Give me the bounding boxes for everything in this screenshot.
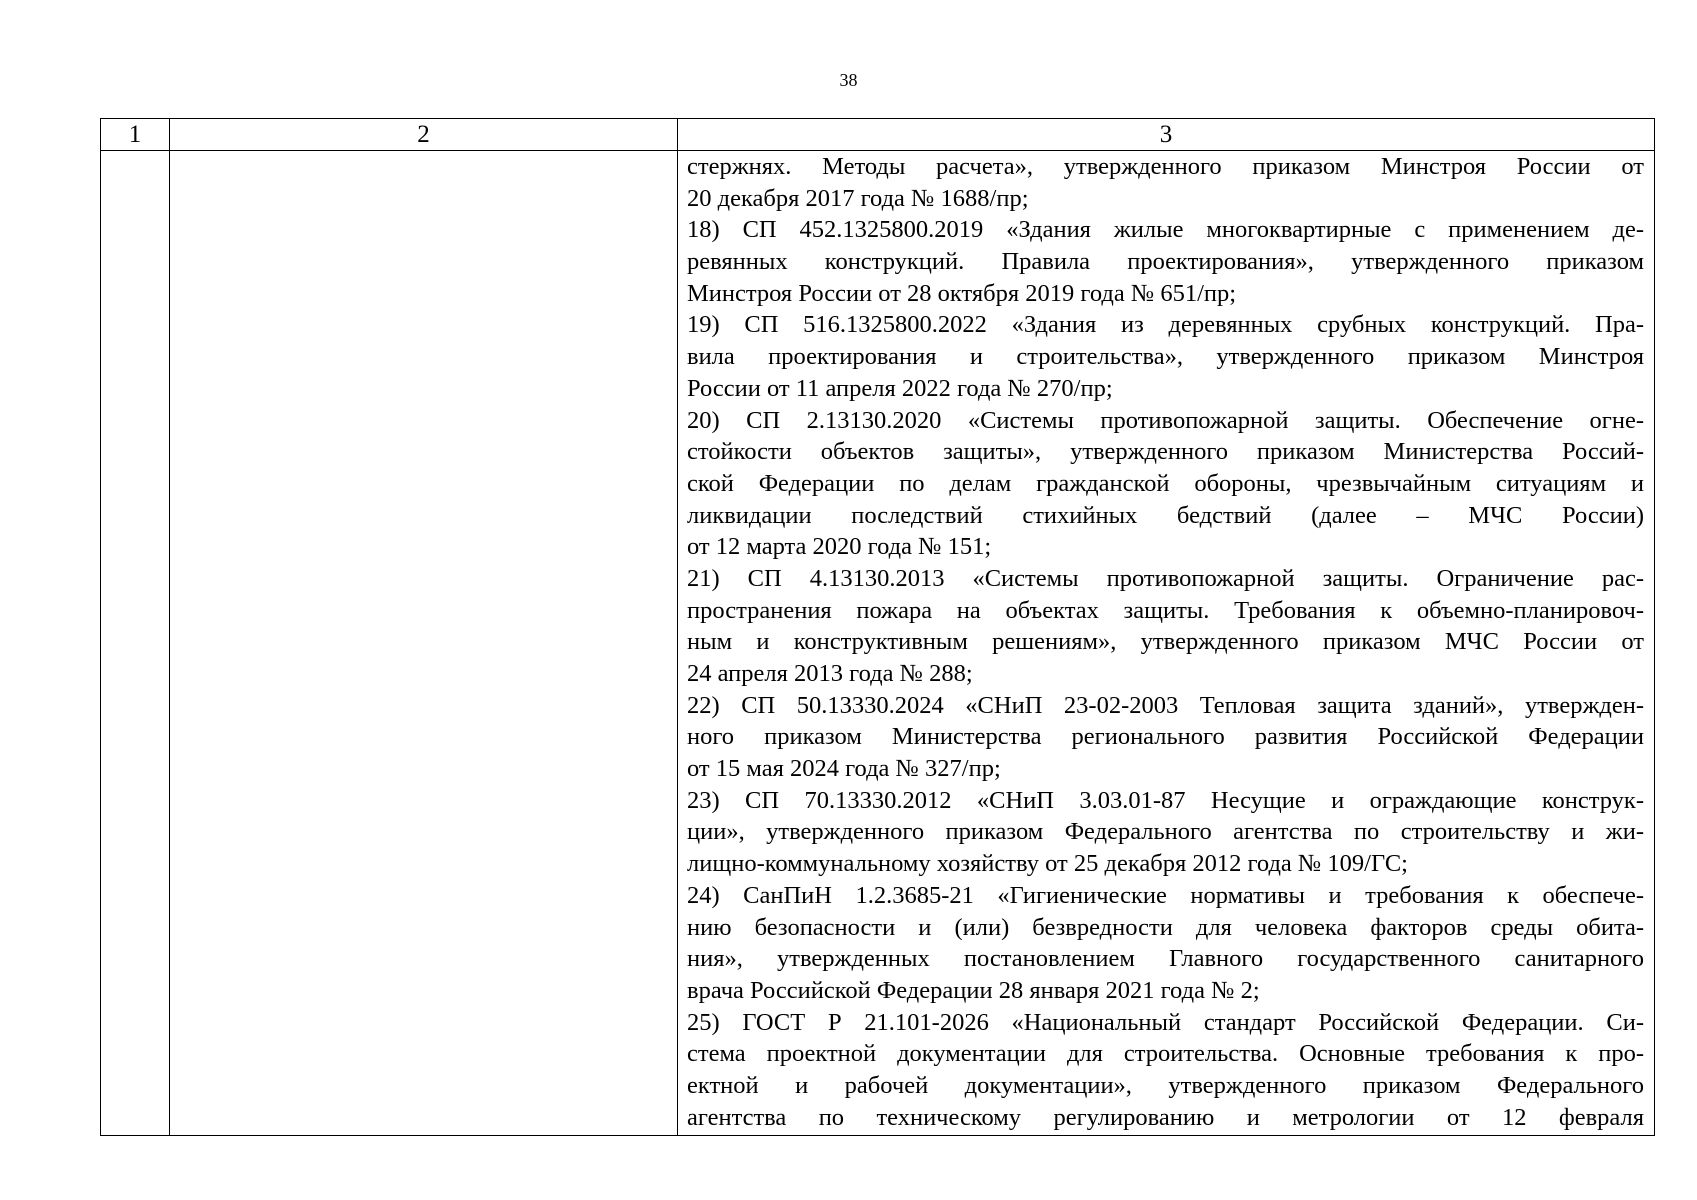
regulation-text-line: стержнях. Методы расчета», утвержденного приказом Минстроя России от (687, 153, 1644, 180)
column-header-3: 3 (678, 119, 1655, 151)
regulation-text-line: вила проектирования и строительства», утвержденного приказом Минстроя (687, 343, 1644, 371)
regulation-text-line: лищно-коммунальному хозяйству от 25 декабря 2012 года № 109/ГС; (687, 850, 1408, 878)
regulation-text-line: 25) ГОСТ Р 21.101-2026 «Национальный стандарт Российской Федерации. Си- (687, 1008, 1644, 1036)
regulations-list-cell (678, 151, 1655, 1136)
regulation-text-line: от 12 марта 2020 года № 151; (687, 533, 992, 561)
regulation-text-line: 24 апреля 2013 года № 288; (687, 660, 973, 687)
regulation-text-line: 21) СП 4.13130.2013 «Системы противопожарной защиты. Ограничение рас- (687, 564, 1644, 592)
regulations-list (687, 151, 1644, 1133)
regulations-table (100, 118, 1655, 1136)
column-header-1: 1 (101, 119, 170, 151)
regulation-text-line: 24) СанПиН 1.2.3685-21 «Гигиенические нормативы и требования к обеспече- (687, 881, 1644, 909)
regulation-text-line: России от 11 апреля 2022 года № 270/пр; (687, 374, 1113, 402)
requirement-name-cell (170, 151, 678, 1136)
row-number-cell (101, 151, 170, 1136)
regulation-text-line: стема проектной документации для строительства. Основные требования к про- (687, 1040, 1644, 1068)
regulation-text-line: от 15 мая 2024 года № 327/пр; (687, 755, 1001, 783)
regulation-text-line: 20 декабря 2017 года № 1688/пр; (687, 184, 1029, 212)
regulation-text-line: агентства по техническому регулированию и метрологии от 12 февраля (687, 1103, 1644, 1131)
regulation-text-line: нию безопасности и (или) безвредности для человека факторов среды обита- (687, 913, 1644, 941)
regulation-text-line: ектной и рабочей документации», утвержденного приказом Федерального (687, 1071, 1644, 1099)
regulation-text-line: Минстроя России от 28 октября 2019 года № 651/пр; (687, 279, 1237, 307)
regulation-text-line: врача Российской Федерации 28 января 2021 года № 2; (687, 976, 1260, 1004)
regulation-text-line: ния», утвержденных постановлением Главного государственного санитарного (687, 945, 1644, 973)
regulation-text-line: стойкости объектов защиты», утвержденного приказом Министерства Россий- (687, 438, 1644, 466)
regulation-text-line: ревянных конструкций. Правила проектирования», утвержденного приказом (687, 248, 1644, 276)
regulation-text-line: 19) СП 516.1325800.2022 «Здания из деревянных срубных конструкций. Пра- (687, 311, 1644, 339)
regulation-text-line: 23) СП 70.13330.2012 «СНиП 3.03.01-87 Несущие и ограждающие конструк- (687, 786, 1644, 814)
table-header-row (101, 119, 1655, 151)
regulation-text-line: ным и конструктивным решениям», утвержденного приказом МЧС России от (687, 628, 1644, 656)
regulation-text-line: ного приказом Министерства регионального развития Российской Федерации (687, 723, 1644, 751)
page-number: 38 (839, 70, 858, 90)
column-header-2: 2 (170, 119, 678, 151)
regulation-text-line: ской Федерации по делам гражданской обороны, чрезвычайным ситуациям и (687, 469, 1644, 497)
regulation-text-line: 20) СП 2.13130.2020 «Системы противопожарной защиты. Обеспечение огне- (687, 406, 1644, 434)
regulation-text-line: ликвидации последствий стихийных бедствий (далее – МЧС России) (687, 501, 1644, 529)
table-row (101, 151, 1655, 1136)
regulation-text-line: 18) СП 452.1325800.2019 «Здания жилые многоквартирные с применением де- (687, 216, 1644, 244)
regulation-text-line: ции», утвержденного приказом Федерального агентства по строительству и жи- (687, 818, 1644, 846)
regulation-text-line: 22) СП 50.13330.2024 «СНиП 23-02-2003 Тепловая защита зданий», утвержден- (687, 691, 1644, 719)
regulation-text-line: пространения пожара на объектах защиты. Требования к объемно-планировоч- (687, 596, 1644, 624)
